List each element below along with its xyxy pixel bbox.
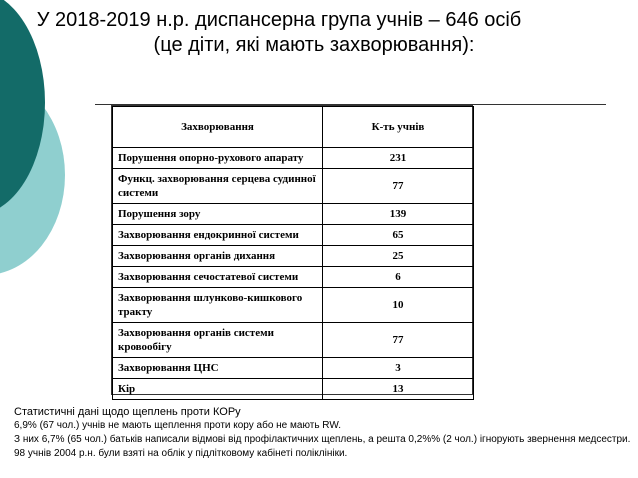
table-row [113,379,474,400]
table-row [113,204,474,225]
table-row [113,267,474,288]
header-disease: Захворювання [113,107,323,148]
disease-cell: Порушення зору [113,204,323,225]
table-header-row [113,107,474,148]
table-row [113,323,474,358]
notes-heading: Статистичні дані щодо щеплень проти КОРу [14,406,241,418]
count-cell: 65 [323,225,474,246]
count-cell: 25 [323,246,474,267]
disease-cell: Захворювання шлунково-кишкового тракту [113,288,323,323]
disease-cell: Функц. захворювання серцева судинної системи [113,169,323,204]
disease-cell: Захворювання органів системи кровообігу [113,323,323,358]
table-row [113,246,474,267]
title-line-1: У 2018-2019 н.р. диспансерна група учнів – 646 осіб [36,9,522,31]
notes-line: З них 6,7% (65 чол.) батьків написали відмові від профілактичних щеплень, а решта 0,2%% (2 чол.) ігнорують звернення медсестри. [14,434,631,445]
count-cell: 3 [323,358,474,379]
vaccination-notes [14,405,630,461]
count-cell: 77 [323,323,474,358]
disease-cell: Захворювання ЦНС [113,358,323,379]
disease-cell: Захворювання органів дихання [113,246,323,267]
header-count: К-ть учнів [323,107,474,148]
disease-cell: Захворювання ендокринної системи [113,225,323,246]
disease-cell: Кір [113,379,323,400]
table-row [113,288,474,323]
count-cell: 231 [323,148,474,169]
table-row [113,358,474,379]
count-cell: 10 [323,288,474,323]
table-row [113,169,474,204]
disease-table [112,106,474,400]
table-row [113,225,474,246]
table-row [113,148,474,169]
count-cell: 6 [323,267,474,288]
title-line-2: (це діти, які мають захворювання): [153,34,475,56]
slide-title [0,8,638,58]
notes-line: 98 учнів 2004 р.н. були взяті на облік у підлітковому кабінеті поліклініки. [14,448,348,459]
count-cell: 13 [323,379,474,400]
disease-cell: Захворювання сечостатевої системи [113,267,323,288]
notes-line: 6,9% (67 чол.) учнів не мають щеплення проти кору або не мають RW. [14,420,342,431]
disease-cell: Порушення опорно-рухового апарату [113,148,323,169]
count-cell: 77 [323,169,474,204]
count-cell: 139 [323,204,474,225]
